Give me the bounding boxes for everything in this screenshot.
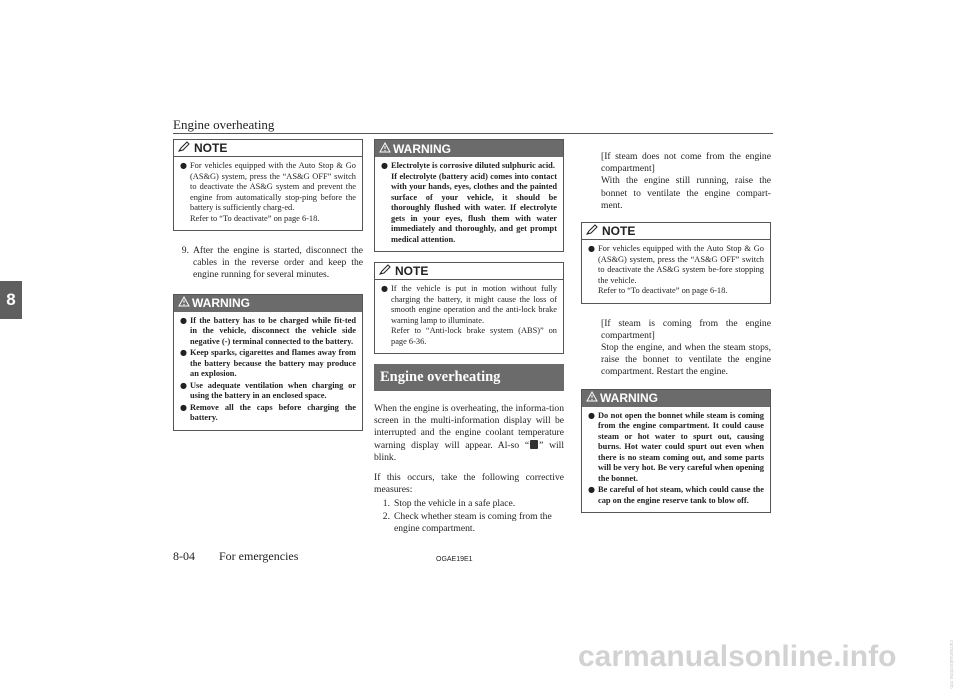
pencil-icon (178, 141, 191, 155)
step-9 (173, 245, 363, 282)
intro-text-1: When the engine is overheating, the informa-tion screen in the multi-information display will be interrupted and the engine coolant temperature warning display will appear. Al-so “ (374, 403, 564, 451)
warning-item (180, 316, 356, 348)
bullet-icon: ● (180, 315, 187, 325)
note-header (174, 140, 362, 157)
warning-text: Use adequate ventilation when charging or using the battery in an enclosed space. (190, 380, 356, 401)
note-item (381, 284, 557, 347)
bullet-icon: ● (180, 161, 187, 170)
steam-not-coming-block (581, 151, 771, 212)
note-box-1 (173, 139, 363, 231)
warning-item (180, 348, 356, 380)
note-text: For vehicles equipped with the Auto Stop & Go (AS&G) system, press the “AS&G OFF” switch to deactivate the AS&G system and prevent the engine from automatically stop-ping before the battery is sufficiently charg-ed. Refer to “To deactivate” on page 6-18. (190, 161, 356, 223)
warning-item (588, 485, 764, 506)
page-number: 8-04 (173, 549, 195, 563)
warning-header (582, 390, 770, 407)
bullet-icon: ● (588, 485, 595, 495)
warning-item (180, 403, 356, 424)
step-text: Check whether steam is coming from the engine compartment. (394, 510, 552, 534)
warning-text: If the battery has to be charged while fit-ted in the vehicle, disconnect the vehicle side negative (-) terminal connected to the battery. (190, 315, 356, 346)
header-divider (173, 133, 773, 134)
bullet-icon: ● (381, 284, 388, 293)
warning-triangle-icon (178, 296, 190, 310)
warning-text: Keep sparks, cigarettes and flames away from the battery because the battery may produce an explosion. (190, 348, 356, 379)
warning-item (381, 161, 557, 245)
pencil-icon (379, 264, 392, 278)
note-item (588, 244, 764, 297)
warning-header (375, 140, 563, 157)
watermark: carmanualsonline.info (578, 640, 897, 673)
bullet-icon: ● (180, 402, 187, 412)
bullet-icon: ● (588, 244, 595, 254)
note-box-3 (581, 222, 771, 304)
step-number: 2. (382, 510, 390, 522)
column-right (581, 139, 771, 523)
warning-header (174, 295, 362, 312)
warning-box-3 (581, 389, 771, 514)
warning-label: WARNING (192, 296, 250, 311)
bullet-icon: ● (381, 161, 388, 170)
note-header (582, 223, 770, 240)
subheading: [If steam is coming from the engine compartment] (601, 317, 771, 341)
warning-triangle-icon (586, 391, 598, 405)
bullet-icon: ● (588, 410, 595, 420)
note-text: For vehicles equipped with the Auto Stop & Go (AS&G) system, press the “AS&G OFF” switch to deactivate the AS&G system be-fore stopping the vehicle. Refer to “To deactivate” on page 6-18. (598, 244, 764, 296)
warning-text: Do not open the bonnet while steam is coming from the engine compartment. It could cause steam or hot water to spurt out, causing burns. Hot water could spurt out even when there is no steam coming out, and some parts will be very hot. Be very careful when opening the bonnet. (598, 410, 764, 483)
subheading: [If steam does not come from the engine compartment] (601, 151, 771, 175)
document-code: OGAE19E1 (436, 556, 473, 563)
warning-text: Electrolyte is corrosive diluted sulphuric acid. If electrolyte (battery acid) comes into contact with your hands, eyes, clothes and the painted surface of your vehicle, it should be thoroughly flushed with water. If electrolyte gets in your eyes, flush them with water immediately and thoroughly, and get prompt medical attention. (391, 161, 557, 244)
step-1 (374, 498, 564, 510)
note-text: If the vehicle is put in motion without fully charging the battery, it might cause the loss of smooth engine operation and the anti-lock brake warning lamp to illuminate. Refer to “Anti-lock brake system (ABS)” on page 6-36. (391, 284, 557, 346)
warning-label: WARNING (393, 141, 451, 156)
bullet-icon: ● (180, 380, 187, 390)
warning-triangle-icon (379, 142, 391, 156)
coolant-warning-icon (530, 440, 538, 449)
note-label: NOTE (602, 224, 636, 239)
instruction-text: With the engine still running, raise the bonnet to ventilate the engine compart-ment. (601, 175, 771, 211)
note-label: NOTE (395, 264, 429, 278)
warning-label: WARNING (600, 391, 658, 406)
column-left (173, 139, 363, 441)
warning-text: Remove all the caps before charging the battery. (190, 402, 356, 423)
warning-box-2 (374, 139, 564, 252)
note-box-2 (374, 262, 564, 354)
footer-section-title: For emergencies (219, 549, 299, 563)
page-header-title: Engine overheating (173, 117, 275, 132)
step-2 (374, 511, 564, 535)
note-header (375, 263, 563, 280)
step-text: Stop the vehicle in a safe place. (394, 498, 516, 510)
warning-box-1 (173, 294, 363, 431)
watermark-small: carmanualsonline.info (948, 640, 954, 689)
warning-text: Be careful of hot steam, which could cause the cap on the engine reserve tank to blow off. (598, 485, 764, 505)
warning-item (588, 411, 764, 485)
warning-item (180, 381, 356, 402)
measures-paragraph: If this occurs, take the following corrective measures: (374, 472, 564, 496)
instruction-text: Stop the engine, and when the steam stops, raise the bonnet to ventilate the engine compartment. Restart the engine. (601, 341, 771, 378)
steam-coming-block (581, 318, 771, 379)
bullet-icon: ● (180, 348, 187, 358)
step-text: After the engine is started, disconnect the cables in the reverse order and keep the engine running for several minutes. (193, 245, 363, 281)
column-middle (374, 139, 564, 535)
step-number: 1. (382, 498, 390, 510)
note-label: NOTE (194, 141, 228, 155)
intro-text-2: ” will blink. (374, 439, 565, 463)
step-number: 9. (181, 245, 189, 256)
pencil-icon (586, 224, 599, 238)
note-item (180, 161, 356, 224)
intro-paragraph (374, 403, 564, 464)
chapter-tab: 8 (0, 281, 22, 319)
section-title: Engine overheating (374, 364, 564, 391)
